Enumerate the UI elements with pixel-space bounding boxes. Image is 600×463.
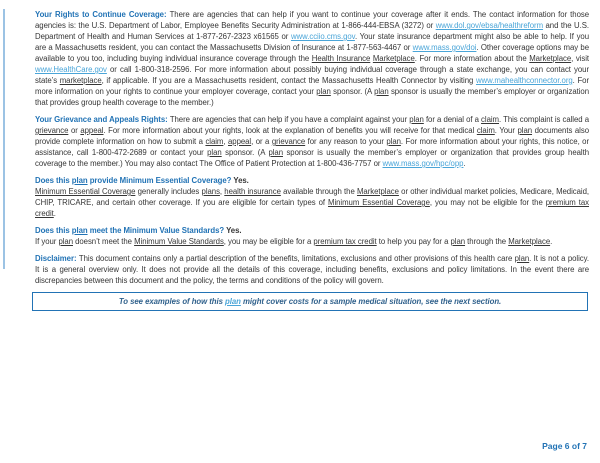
text-run: Does this xyxy=(35,226,72,235)
glossary-term-link[interactable]: Minimum Value Standards xyxy=(134,237,224,246)
text-run: might cover costs for a sample medical situation, see the next section. xyxy=(240,297,502,306)
text-run: , xyxy=(219,187,225,196)
text-run: , visit xyxy=(571,54,589,63)
minimum-essential-coverage-body xyxy=(35,186,589,219)
glossary-term-link[interactable]: plan xyxy=(268,148,283,157)
text-run: sponsor is usually the member’s employer or organization that provides group health coverage to the member.) xyxy=(35,87,589,107)
glossary-term-link[interactable]: plan xyxy=(450,237,466,246)
glossary-term-link[interactable]: Health Insurance xyxy=(311,54,371,63)
text-run: Disclaimer: xyxy=(35,254,79,263)
text-run: sponsor is usually the member’s employer or organization that provides group health coverage to the member.) You may also contact The Office of Patient Protection at 1-800-436-7757 or xyxy=(35,148,589,168)
url-link[interactable]: www.mass.gov/hpc/opp xyxy=(382,159,464,168)
text-run: , or a xyxy=(251,137,272,146)
text-run: This document contains only a partial description of the benefits, limitations, exclusions and other provisions of this health care xyxy=(78,254,515,263)
glossary-term-link[interactable]: plan xyxy=(409,115,424,124)
text-run: to help you pay for a xyxy=(376,237,451,246)
page-content xyxy=(35,9,589,311)
url-link[interactable]: www.mahealthconnector.org xyxy=(475,76,573,85)
glossary-term-link[interactable]: premium tax credit xyxy=(313,237,377,246)
url-link[interactable]: www.HealthCare.gov xyxy=(35,65,107,74)
text-run: If your xyxy=(35,237,59,246)
text-run: Yes. xyxy=(233,176,249,185)
text-run: sponsor. (A xyxy=(221,148,269,157)
text-run: provide Minimum Essential Coverage? xyxy=(87,176,234,185)
url-link[interactable]: www.mass.gov/doi xyxy=(412,43,477,52)
glossary-term-link[interactable]: plan xyxy=(71,176,88,185)
glossary-term-link[interactable]: Marketplace xyxy=(356,187,399,196)
text-run: . For more information about your rights, this notice, or assistance, call 1-800-472-2689 or contact your xyxy=(35,137,589,157)
glossary-term-link[interactable]: Minimum Essential Coverage xyxy=(328,198,430,207)
text-run: . It is not a policy. It is a general overview only. It does not provide all the details of this coverage, including benefits, exclusions and policy limitations. In the event there are discrepancies between this document and the policy, the terms and conditions of the policy will govern. xyxy=(35,254,589,285)
text-run: . Your xyxy=(494,126,518,135)
left-accent-rule xyxy=(3,9,5,269)
text-run: Yes. xyxy=(226,226,242,235)
text-run: . xyxy=(550,237,553,246)
glossary-term-link[interactable]: grievance xyxy=(271,137,306,146)
section-grievance-appeals-rights xyxy=(35,114,589,169)
text-run: documents also provide complete information on how to submit a xyxy=(35,126,589,146)
text-run: . For more information about your rights, look at the explanation of benefits you will receive for that medical xyxy=(103,126,477,135)
text-run: . Other coverage options may be available to you too, including buying individual insurance coverage through the xyxy=(35,43,589,63)
text-run: . Your state insurance department might also be able to help. If you are a Massachusetts resident, you can contact the Massachusetts Division of Insurance at 1-877-563-4467 or xyxy=(35,32,589,52)
text-run: and the U.S. Department of Health and Human Services at 1-877-267-2323 x61565 or xyxy=(35,21,589,41)
text-run: . For more information about the xyxy=(414,54,530,63)
url-link[interactable]: www.dol.gov/ebsa/healthreform xyxy=(435,21,544,30)
minimum-value-standards-body xyxy=(35,236,589,247)
text-run: or call 1-800-318-2596. For more information about possibly buying individual coverage through a state exchange, you can contact your state’s xyxy=(35,65,589,85)
glossary-term-link[interactable]: plan xyxy=(71,226,88,235)
section-rights-to-continue-coverage xyxy=(35,9,589,108)
text-run: for a denial of a xyxy=(423,115,482,124)
url-link[interactable]: www.cciio.cms.gov xyxy=(290,32,355,41)
disclaimer-paragraph xyxy=(35,253,589,286)
text-run: for any reason to your xyxy=(305,137,387,146)
glossary-term-link[interactable]: premium tax credit xyxy=(35,198,589,218)
text-run: . For more information on your rights to continue your employer coverage, contact your xyxy=(35,76,589,96)
minimum-value-standards-question xyxy=(35,225,589,236)
glossary-term-link[interactable]: plan xyxy=(207,148,222,157)
text-run: doesn’t meet the xyxy=(72,237,135,246)
plan-link[interactable]: plan xyxy=(225,297,241,306)
text-run: meet the Minimum Value Standards? xyxy=(87,226,227,235)
text-run: , if applicable. If you are a Massachusetts resident, contact the Massachusetts Health Connector by visiting xyxy=(101,76,476,85)
glossary-term-link[interactable]: grievance xyxy=(35,126,69,135)
text-run: sponsor. (A xyxy=(330,87,375,96)
glossary-term-link[interactable]: health insurance xyxy=(224,187,281,196)
glossary-term-link[interactable]: Marketplace xyxy=(529,54,572,63)
glossary-term-link[interactable]: plan xyxy=(517,126,533,135)
text-run: , xyxy=(223,137,228,146)
glossary-term-link[interactable]: marketplace xyxy=(59,76,102,85)
glossary-term-link[interactable]: claim xyxy=(205,137,224,146)
glossary-term-link[interactable]: plans xyxy=(201,187,220,196)
text-run: . xyxy=(53,209,56,218)
text-run: , you may be eligible for a xyxy=(223,237,314,246)
minimum-essential-coverage-question xyxy=(35,175,589,186)
glossary-term-link[interactable]: plan xyxy=(58,237,73,246)
text-run: or xyxy=(68,126,81,135)
text-run: . This complaint is called a xyxy=(499,115,589,124)
text-run: or other individual market policies, Medicare, Medicaid, CHIP, TRICARE, and certain other coverage. If you are eligible for certain types of xyxy=(35,187,589,207)
glossary-term-link[interactable]: plan xyxy=(374,87,389,96)
text-run: , you may not be eligible for the xyxy=(429,198,546,207)
text-run: Your Grievance and Appeals Rights: xyxy=(35,115,170,124)
text-run: Your Rights to Continue Coverage: xyxy=(35,10,170,19)
text-run: through the xyxy=(465,237,509,246)
glossary-term-link[interactable]: plan xyxy=(316,87,331,96)
text-run: To see examples of how this xyxy=(118,297,226,306)
glossary-term-link[interactable]: claim xyxy=(476,126,495,135)
glossary-term-link[interactable]: appeal xyxy=(228,137,252,146)
text-run: There are agencies that can help if you have a complaint against your xyxy=(169,115,410,124)
text-run: available through the xyxy=(280,187,357,196)
glossary-term-link[interactable]: claim xyxy=(481,115,499,124)
coverage-examples-callout-box xyxy=(32,292,588,311)
glossary-term-link[interactable]: plan xyxy=(386,137,401,146)
glossary-term-link[interactable]: plan xyxy=(514,254,530,263)
glossary-term-link[interactable]: appeal xyxy=(80,126,104,135)
glossary-term-link[interactable]: Minimum Essential Coverage xyxy=(35,187,136,196)
text-run: generally includes xyxy=(135,187,202,196)
text-run: There are agencies that can help if you want to continue your coverage after it ends. The contact information for those agencies is: the U.S. Department of Labor, Employee Benefits Security Administration at 1-866-444-EBSA (3272) or xyxy=(35,10,590,30)
glossary-term-link[interactable]: Marketplace xyxy=(372,54,415,63)
text-run: Does this xyxy=(35,176,72,185)
page-number: Page 6 of 7 xyxy=(542,441,587,451)
glossary-term-link[interactable]: Marketplace xyxy=(508,237,551,246)
text-run: . xyxy=(463,159,466,168)
